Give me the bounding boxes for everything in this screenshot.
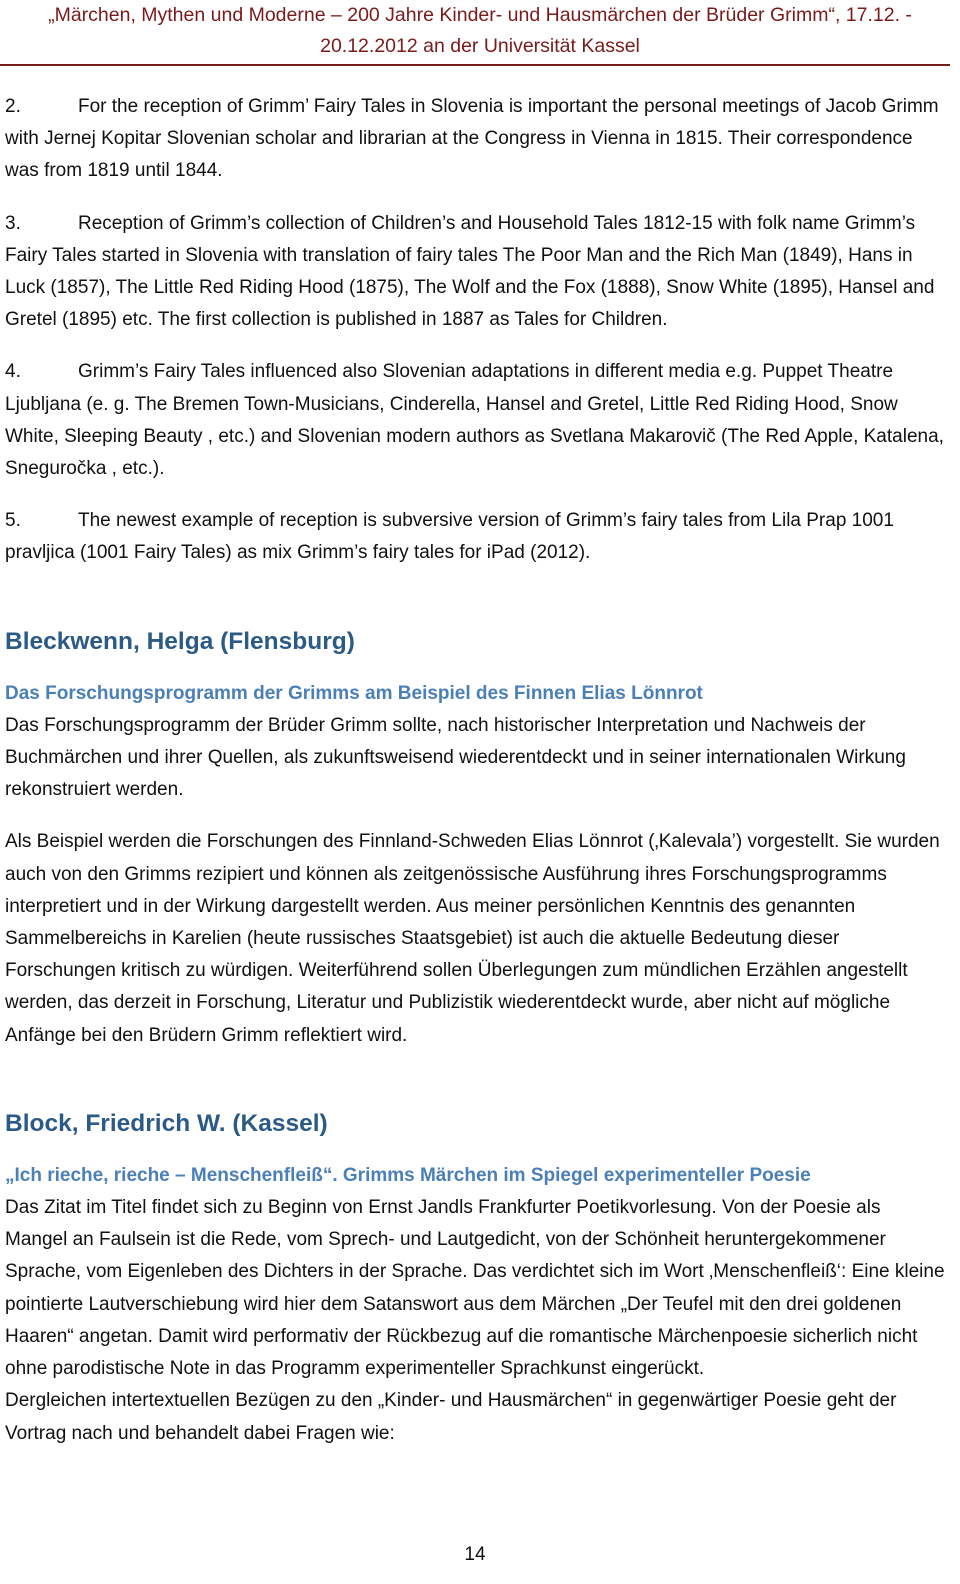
- numbered-paragraph: [5, 505, 945, 569]
- numbered-paragraph: [5, 356, 945, 485]
- paragraph-text: Grimm’s Fairy Tales influenced also Slovenian adaptations in different media e.g. Puppet Theatre Ljubljana (e. g. The Bremen Town-Musicians, Cinderella, Hansel and Gretel, Little Red Riding Hood, Snow White, Sleeping Beauty , etc.) and Slovenian modern authors as Svetlana Makarovič (The Red Apple, Katalena, Sneguročka , etc.).: [5, 361, 944, 480]
- abstract-paragraph: Das Forschungsprogramm der Brüder Grimm sollte, nach historischer Interpretation und Nachweis der Buchmärchen und ihrer Quellen, als zukunftsweisend wiederentdeckt und in seiner internationalen Wirkung rekonstruiert werden.: [5, 714, 906, 801]
- author-heading-block: Block, Friedrich W. (Kassel): [5, 1109, 328, 1137]
- paragraph-text: The newest example of reception is subversive version of Grimm’s fairy tales from Lila Prap 1001 pravljica (1001 Fairy Tales) as mix Grimm’s fairy tales for iPad (2012).: [5, 510, 894, 564]
- talk-title-block: „Ich rieche, rieche – Menschenfleiß“. Grimms Märchen im Spiegel experimenteller Poesie: [5, 1164, 811, 1186]
- numbered-paragraph: [5, 91, 945, 188]
- paragraph-number: 3.: [5, 212, 21, 234]
- paragraph-number: 2.: [5, 96, 21, 117]
- running-header: [0, 0, 960, 64]
- abstract-paragraph: Das Zitat im Titel findet sich zu Beginn von Ernst Jandls Frankfurter Poetikvorlesung. Von der Poesie als Mangel an Faulsein ist die Rede, vom Sprech- und Lautgedicht, von der Schönheit heruntergekommener Sprache, vom Eigenleben des Dichters in der Sprache. Das verdichtet sich im Wort ‚Menschenfleiß‘: Eine kleine pointierte Lautverschiebung wird hier dem Satanswort aus dem Märchen „Der Teufel mit den drei goldenen Haaren“ angetan. Damit wird performativ der Rückbezug auf die romantische Märchenpoesie sicherlich nicht ohne parodistische Note in das Programm experimenteller Sprachkunst eingerückt.: [5, 1197, 945, 1380]
- header-line-2: 20.12.2012 an der Universität Kassel: [320, 35, 640, 57]
- author-heading-bleckwenn: Bleckwenn, Helga (Flensburg): [5, 627, 355, 655]
- abstract-paragraph: Dergleichen intertextuellen Bezügen zu den „Kinder- und Hausmärchen“ in gegenwärtiger Poesie geht der Vortrag nach und behandelt dabei Fragen wie:: [5, 1390, 897, 1444]
- paragraph-text: Reception of Grimm’s collection of Children’s and Household Tales 1812-15 with folk name Grimm’s Fairy Tales started in Slovenia with translation of fairy tales The Poor Man and the Rich Man (1849), Hans in Luck (1857), The Little Red Riding Hood (1875), The Wolf and the Fox (1888), Snow White (1895), Hansel and Gretel (1895) etc. The first collection is published in 1887 as Tales for Children.: [5, 212, 935, 331]
- header-line-1: „Märchen, Mythen und Moderne – 200 Jahre Kinder- und Hausmärchen der Brüder Grimm“, 17.12. -: [48, 4, 912, 26]
- paragraph-text: For the reception of Grimm’ Fairy Tales in Slovenia is important the personal meetings of Jacob Grimm with Jernej Kopitar Slovenian scholar and librarian at the Congress in Vienna in 1815. Their correspondence was from 1819 until 1844.: [5, 96, 939, 182]
- paragraph-number: 4.: [5, 361, 21, 383]
- page-number: 14: [464, 1544, 486, 1565]
- abstract-paragraph: Als Beispiel werden die Forschungen des Finnland-Schweden Elias Lönnrot (‚Kalevala’) vorgestellt. Sie wurden auch von den Grimms rezipiert und können als zeitgenössische Ausführung ihres Forschungsprogramms interpretiert und in der Wirkung dargestellt werden. Aus meiner persönlichen Kenntnis des genannten Sammelbereichs in Karelien (heute russisches Staatsgebiet) ist auch die aktuelle Bedeutung dieser Forschungen kritisch zu würdigen. Weiterführend sollen Überlegungen zum mündlichen Erzählen angestellt werden, das derzeit in Forschung, Literatur und Publizistik wiederentdeckt wurde, aber nicht auf mögliche Anfänge bei den Brüdern Grimm reflektiert wird.: [5, 831, 940, 1046]
- page-content: [5, 91, 945, 1450]
- header-rule: [0, 64, 950, 66]
- talk-title-bleckwenn: Das Forschungsprogramm der Grimms am Beispiel des Finnen Elias Lönnrot: [5, 682, 703, 704]
- paragraph-number: 5.: [5, 510, 21, 532]
- numbered-paragraph: [5, 208, 945, 337]
